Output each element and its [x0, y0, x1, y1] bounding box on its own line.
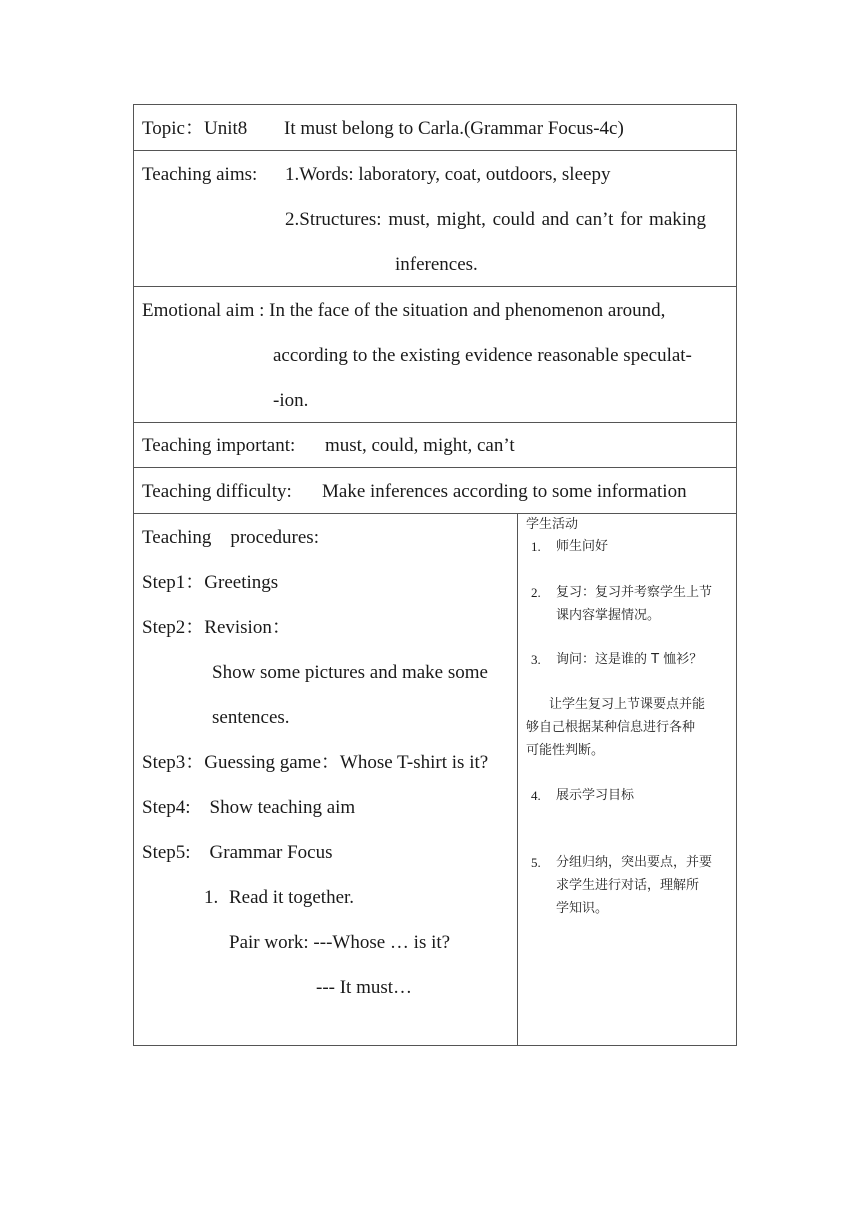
emotional-line-2: according to the existing evidence reasonable speculat- — [273, 345, 692, 366]
activity-2-line-1: 复习：复习并考察学生上节 — [556, 585, 713, 600]
activity-note-line-1: 让学生复习上节课要点并能 — [549, 697, 706, 712]
activity-4: 展示学习目标 — [556, 788, 635, 803]
activity-5-number: 5. — [531, 855, 541, 870]
activity-3-number: 3. — [531, 652, 541, 667]
activities-heading: 学生活动 — [526, 517, 579, 532]
activity-5-line-1: 分组归纳，突出要点，并要 — [556, 855, 713, 870]
lesson-plan-table — [133, 104, 737, 1046]
emotional-line-1: Emotional aim : In the face of the situation and phenomenon around, — [142, 300, 666, 321]
emotional-line-3: -ion. — [273, 390, 309, 411]
aims-label: Teaching aims: — [142, 164, 258, 185]
important-text: must, could, might, can’t — [325, 435, 515, 456]
activity-3: 询问：这是谁的 T 恤衫？ — [556, 652, 703, 667]
step2: Step2：Revision： — [142, 617, 291, 638]
step2-text-2: sentences. — [212, 707, 290, 728]
activity-note-line-3: 可能性判断。 — [526, 743, 605, 758]
column-divider — [517, 514, 518, 1045]
topic-label: Topic：Unit8 — [142, 118, 248, 139]
activity-2-number: 2. — [531, 585, 541, 600]
activity-5-line-2: 求学生进行对话，理解所 — [556, 878, 700, 893]
teaching-aims-row — [133, 150, 737, 286]
activity-1: 师生问好 — [556, 539, 609, 554]
step2-text-1: Show some pictures and make some — [212, 662, 488, 683]
teaching-difficulty-row — [133, 467, 737, 513]
step5: Step5: Grammar Focus — [142, 842, 333, 863]
difficulty-label: Teaching difficulty: — [142, 481, 292, 502]
item1-number: 1. — [204, 887, 219, 908]
topic-title: It must belong to Carla.(Grammar Focus-4c) — [284, 118, 624, 139]
pair-work-line-1: Pair work: ---Whose … is it? — [229, 932, 451, 953]
topic-row — [133, 104, 737, 150]
teaching-important-row — [133, 422, 737, 467]
step3: Step3：Guessing game：Whose T-shirt is it? — [142, 752, 489, 773]
emotional-aim-row — [133, 286, 737, 422]
activity-1-number: 1. — [531, 539, 541, 554]
pair-work-line-2: --- It must… — [316, 977, 413, 998]
activity-2-line-2: 课内容掌握情况。 — [556, 608, 661, 623]
procedures-heading: Teaching procedures: — [142, 527, 319, 548]
activity-note-line-2: 够自己根据某种信息进行各种 — [526, 720, 696, 735]
aims-structures-cont: inferences. — [395, 254, 478, 275]
difficulty-text: Make inferences according to some information — [322, 481, 687, 502]
activity-5-line-3: 学知识。 — [556, 901, 609, 916]
item1-text: Read it together. — [229, 887, 355, 908]
aims-words: 1.Words: laboratory, coat, outdoors, sleepy — [285, 164, 611, 185]
procedures-row — [133, 513, 737, 1046]
aims-structures: 2.Structures: must, might, could and can’t for making — [285, 209, 707, 230]
step1: Step1：Greetings — [142, 572, 279, 593]
step4: Step4: Show teaching aim — [142, 797, 356, 818]
activity-4-number: 4. — [531, 788, 541, 803]
important-label: Teaching important: — [142, 435, 296, 456]
